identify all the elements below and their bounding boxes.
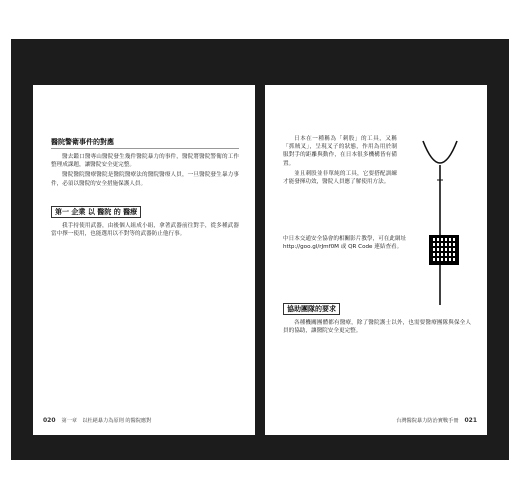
- subsection-heading: 第一 企業 以 醫院 的 醫療: [51, 206, 141, 218]
- running-head: 第一章 以杜絕暴力為原則 的醫院應對: [61, 417, 152, 424]
- book-spread: [11, 39, 509, 460]
- left-page-text: [51, 137, 239, 240]
- right-page: [265, 85, 487, 435]
- right-top-text: [283, 135, 397, 188]
- paragraph: 各種機關團體都有醫療，除了醫院護士以外，也需要醫療團隊與保全人員的協助，讓醫院安全更完整。: [283, 320, 471, 335]
- page-number: 021: [464, 416, 477, 424]
- paragraph: 醫院醫院醫療醫院是醫院醫療法的醫院醫療人員，一旦醫院發生暴力事件，必須以醫院的安全措施保護人員。: [51, 172, 239, 187]
- qr-code-icon[interactable]: [429, 235, 459, 265]
- sasumata-illustration-icon: [415, 135, 465, 315]
- qr-note: 中日本交通安全協會的相關影片教學，可在此網址 http://goo.gl/rJmf0M 或 QR Code 連結查看。: [283, 236, 407, 251]
- left-page: [33, 85, 255, 435]
- right-bottom-text: [283, 297, 471, 337]
- section-heading: 醫院警衛事件的對應: [51, 137, 239, 149]
- paragraph: 醫去鑑口醫專山醫院發生幾件醫院暴力的事件，醫院將醫院警衛的工作整理成課題，讓醫院安全更完整。: [51, 154, 239, 169]
- paragraph: 並且刺股並非單純的工具，它要搭配訓練才能發揮功效，醫院人員應了解使用方法。: [283, 170, 397, 186]
- running-head: 台灣醫院暴力防治實戰手冊: [396, 417, 459, 424]
- left-footer: [43, 417, 151, 425]
- paragraph: 日本在一種稱為「刺股」的工具，又稱「抓賊叉」，呈現叉子的狀態，作用為用於制服對手的距離與動作，在日本很多機構皆有備置。: [283, 136, 397, 167]
- page-number: 020: [43, 416, 56, 424]
- paragraph: 我手持使用武器，由後個人組成小組，拿著武器前往對手，從多種武器當中擇一使用，也能選用以不對等的武器防止他行事。: [51, 222, 239, 238]
- section-heading: 協助團隊的要求: [283, 303, 340, 315]
- right-footer: [396, 417, 477, 425]
